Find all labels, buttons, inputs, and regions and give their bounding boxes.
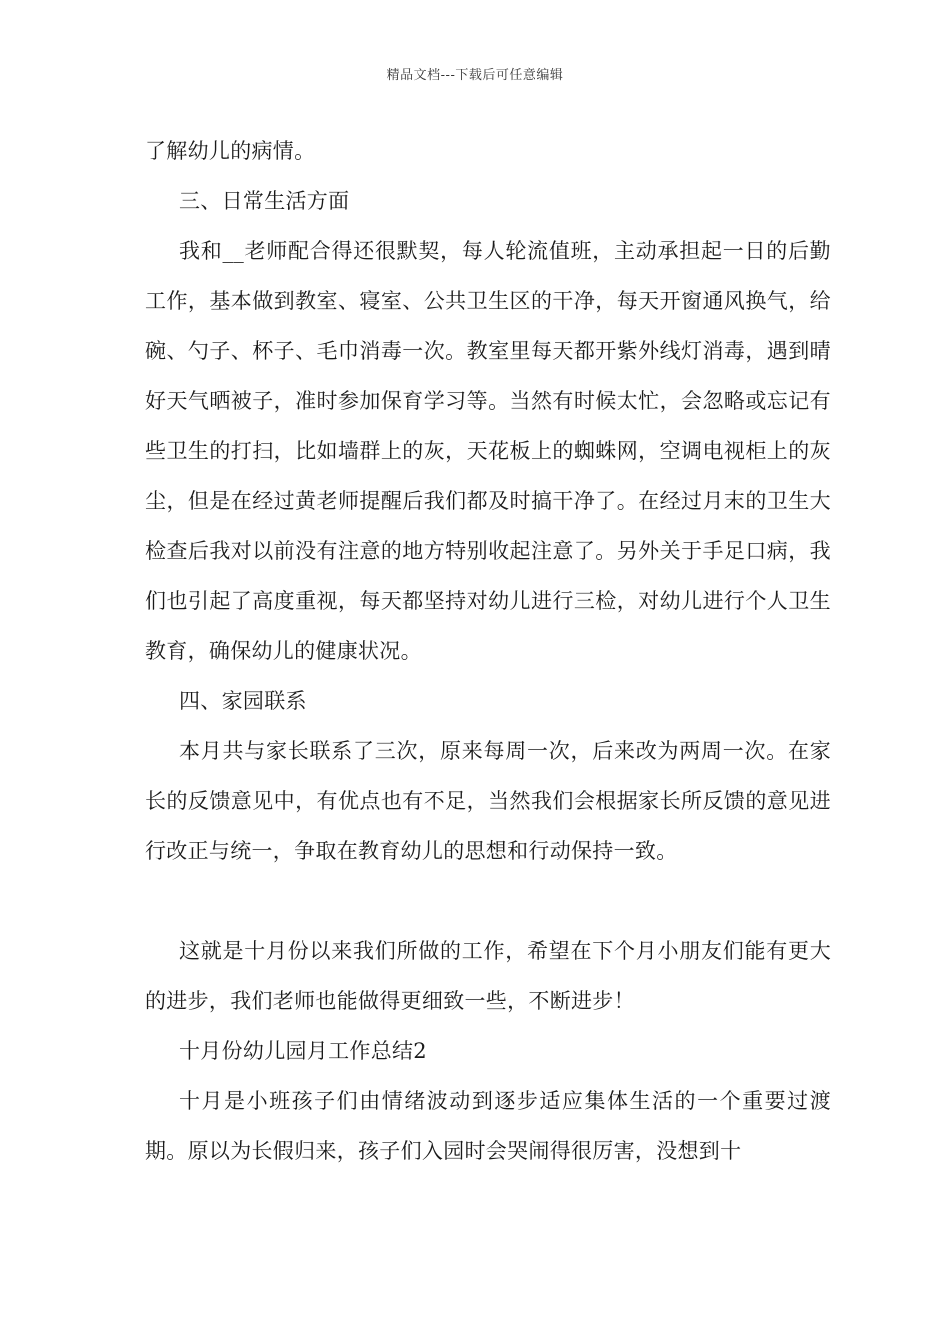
paragraph-daily-life: 我和__老师配合得还很默契，每人轮流值班，主动承担起一日的后勤工作，基本做到教室、寝室、公共卫生区的干净，每天开窗通风换气，给碗、勺子、杯子、毛巾消毒一次。教室里每天都开紫外线灯消毒，遇到晴好天气晒被子，准时参加保育学习等。当然有时候太忙，会忽略或忘记有些卫生的打扫，比如墙群上的灰，天花板上的蜘蛛网，空调电视柜上的灰尘，但是在经过黄老师提醒后我们都及时搞干净了。在经过月末的卫生大检查后我对以前没有注意的地方特别收起注意了。另外关于手足口病，我们也引起了高度重视，每天都坚持对幼儿进行三检，对幼儿进行个人卫生教育，确保幼儿的健康状况。 (145, 239, 831, 663)
document-title-2: 十月份幼儿园月工作总结2 (179, 1039, 427, 1063)
paragraph-home-school: 本月共与家长联系了三次，原来每周一次，后来改为两周一次。在家长的反馈意见中，有优点也有不足，当然我们会根据家长所反馈的意见进行改正与统一，争取在教育幼儿的思想和行动保持一致。 (145, 739, 831, 863)
section-heading-home-school: 四、家园联系 (179, 689, 307, 713)
document-body (145, 126, 831, 1176)
paragraph-intro-2: 十月是小班孩子们由情绪波动到逐步适应集体生活的一个重要过渡期。原以为长假归来，孩子们入园时会哭闹得很厉害，没想到十 (145, 1089, 831, 1163)
paragraph-continuation: 了解幼儿的病情。 (145, 139, 316, 163)
paragraph-conclusion: 这就是十月份以来我们所做的工作，希望在下个月小朋友们能有更大的进步，我们老师也能做得更细致一些，不断进步！ (145, 939, 831, 1013)
blank-line (145, 876, 831, 926)
page-header: 精品文档---下载后可任意编辑 (386, 68, 564, 83)
section-heading-daily-life: 三、日常生活方面 (179, 189, 350, 213)
